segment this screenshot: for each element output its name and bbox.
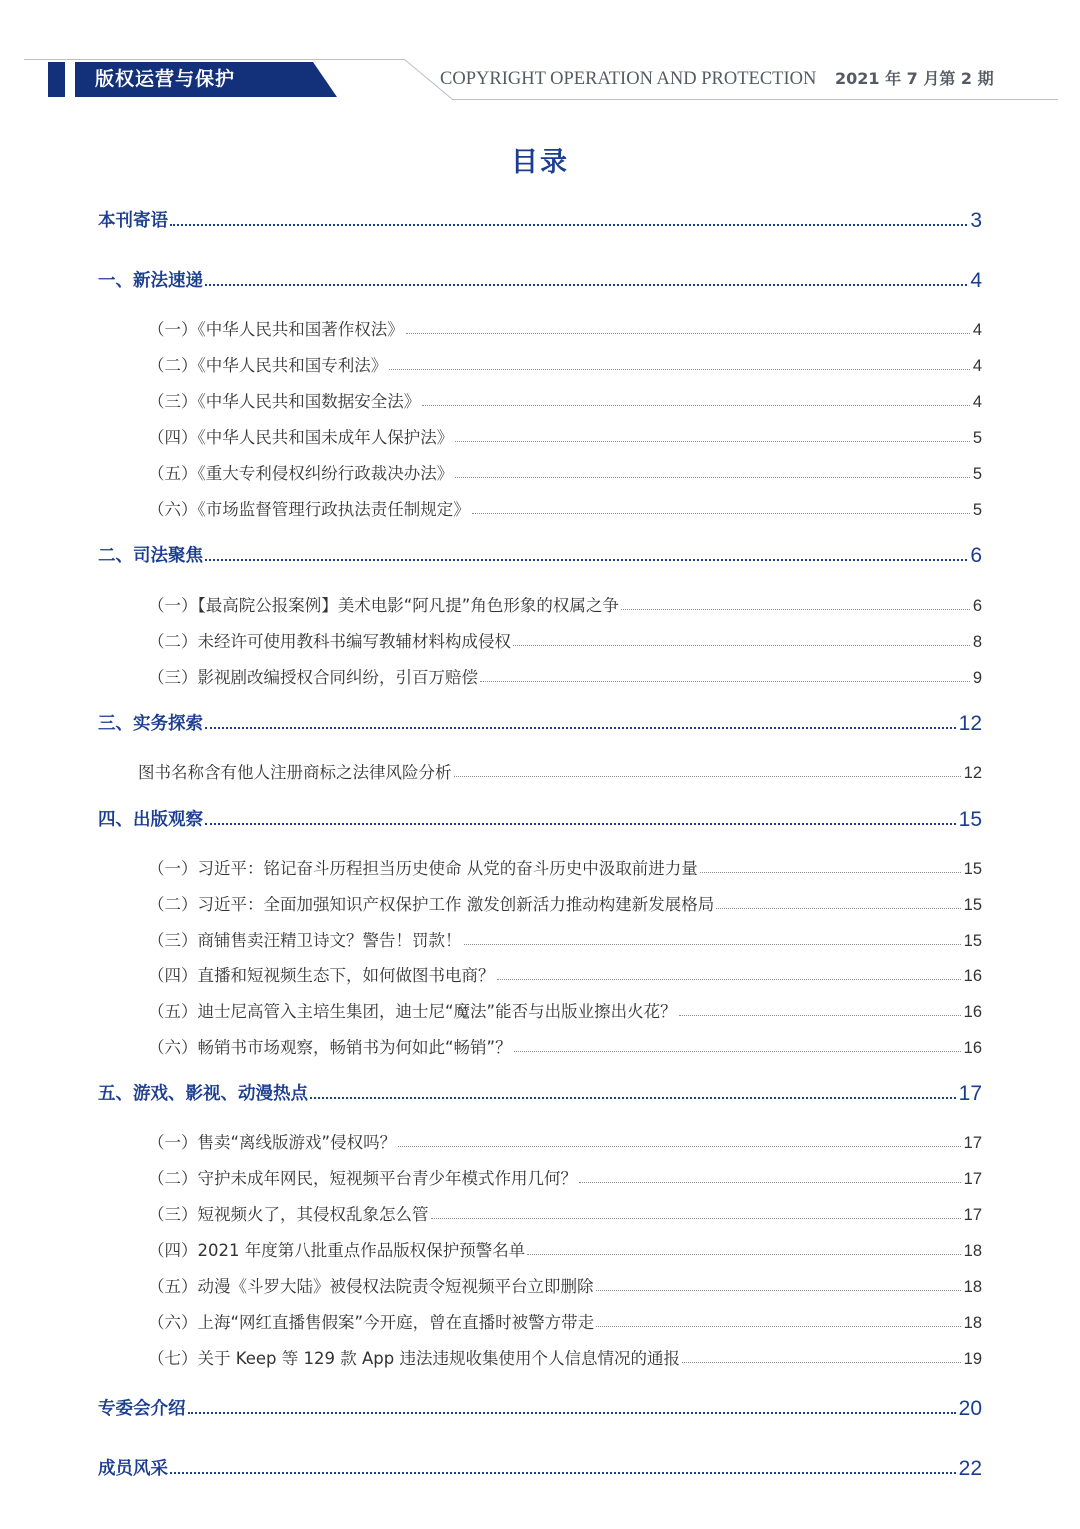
toc-section-title: 成员风采 <box>98 1459 168 1479</box>
dot-leader <box>513 645 970 646</box>
issue-label: 2021 年 7 月第 2 期 <box>834 69 994 88</box>
dot-leader <box>406 333 970 334</box>
toc-item-page: 5 <box>972 501 982 519</box>
toc-item-page: 12 <box>963 764 982 782</box>
dot-leader <box>205 727 956 729</box>
dot-leader <box>422 405 970 406</box>
page-title: 目录 <box>511 147 569 178</box>
toc-item[interactable] <box>148 628 982 652</box>
toc-item-title: （四）直播和短视频生态下，如何做图书电商？ <box>148 966 495 985</box>
banner-title: 版权运营与保护 <box>95 68 236 90</box>
toc-section-page: 15 <box>958 808 982 831</box>
toc-item-title: （三）《中华人民共和国数据安全法》 <box>148 392 421 411</box>
toc-item[interactable] <box>148 316 982 340</box>
toc-section-title: 二、司法聚焦 <box>98 546 203 566</box>
toc-section-title: 四、出版观察 <box>98 810 203 830</box>
dot-leader <box>480 681 970 682</box>
toc-item-title: （一）习近平：铭记奋斗历程担当历史使命 从党的奋斗历史中汲取前进力量 <box>148 859 698 878</box>
toc-item-page: 15 <box>963 896 982 914</box>
toc-item[interactable] <box>148 496 982 520</box>
toc-section-page: 22 <box>958 1457 982 1480</box>
toc-section-title: 三、实务探索 <box>98 714 203 734</box>
dot-leader <box>527 1254 960 1255</box>
toc-section[interactable] <box>98 1079 982 1105</box>
dot-leader <box>455 441 970 442</box>
toc-item[interactable] <box>148 388 982 412</box>
toc-section-page: 6 <box>970 544 982 567</box>
dot-leader <box>700 872 961 873</box>
dot-leader <box>431 1218 961 1219</box>
dot-leader <box>170 1472 956 1474</box>
header-right <box>440 66 1040 90</box>
toc-item-title: （七）关于 Keep 等 129 款 App 违法违规收集使用个人信息情况的通报 <box>148 1349 680 1368</box>
dot-leader <box>472 513 970 514</box>
toc-item[interactable] <box>138 759 982 783</box>
header-rule-right <box>452 99 1058 100</box>
toc-item[interactable] <box>148 1165 982 1189</box>
dot-leader <box>455 477 970 478</box>
dot-leader <box>170 224 967 226</box>
toc-item[interactable] <box>148 927 982 951</box>
toc-section-title: 专委会介绍 <box>98 1399 186 1419</box>
toc-section[interactable] <box>98 1394 982 1420</box>
toc-section-page: 17 <box>958 1082 982 1105</box>
toc-section[interactable] <box>98 266 982 292</box>
toc-item-page: 17 <box>963 1134 982 1152</box>
toc-item-page: 5 <box>972 465 982 483</box>
toc-item-page: 16 <box>963 1003 982 1021</box>
toc-item-title: （四）2021 年度第八批重点作品版权保护预警名单 <box>148 1241 526 1260</box>
toc-item[interactable] <box>148 1201 982 1225</box>
toc-item-page: 8 <box>972 633 982 651</box>
toc-item[interactable] <box>148 855 982 879</box>
toc-item-title: （三）商铺售卖汪精卫诗文？警告！罚款！ <box>148 931 462 950</box>
toc-item[interactable] <box>148 1034 982 1058</box>
dot-leader <box>716 908 960 909</box>
toc-item-title: （二）未经许可使用教科书编写教辅材料构成侵权 <box>148 632 511 651</box>
toc-section-page: 12 <box>958 712 982 735</box>
dot-leader <box>205 284 967 286</box>
toc-item-page: 6 <box>972 597 982 615</box>
toc-item[interactable] <box>148 664 982 688</box>
dot-leader <box>596 1290 961 1291</box>
toc-item-title: （四）《中华人民共和国未成年人保护法》 <box>148 428 454 447</box>
toc-section-page: 4 <box>970 269 982 292</box>
toc-item-page: 17 <box>963 1206 982 1224</box>
toc-section-title: 一、新法速递 <box>98 271 203 291</box>
english-title: COPYRIGHT OPERATION AND PROTECTION <box>440 69 817 89</box>
toc-item[interactable] <box>148 352 982 376</box>
dot-leader <box>310 1097 956 1099</box>
toc-item-page: 16 <box>963 967 982 985</box>
toc-item-title: （一）【最高院公报案例】美术电影“阿凡提”角色形象的权属之争 <box>148 596 619 615</box>
dot-leader <box>682 1362 961 1363</box>
dot-leader <box>188 1412 956 1414</box>
toc-item-title: （三）影视剧改编授权合同纠纷，引百万赔偿 <box>148 668 478 687</box>
toc-item[interactable] <box>148 1309 982 1333</box>
toc-section[interactable] <box>98 1454 982 1480</box>
dot-leader <box>398 1146 961 1147</box>
toc-item-page: 18 <box>963 1242 982 1260</box>
toc-item-page: 4 <box>972 393 982 411</box>
toc-item-title: （三）短视频火了，其侵权乱象怎么管 <box>148 1205 429 1224</box>
toc-item[interactable] <box>148 1129 982 1153</box>
toc-section-title: 本刊寄语 <box>98 211 168 231</box>
toc-item-page: 9 <box>972 669 982 687</box>
dot-leader <box>464 944 961 945</box>
toc-item-page: 17 <box>963 1170 982 1188</box>
toc-item-title: （六）《市场监督管理行政执法责任制规定》 <box>148 500 470 519</box>
toc-item-title: （二）守护未成年网民，短视频平台青少年模式作用几何？ <box>148 1169 577 1188</box>
toc-item-page: 18 <box>963 1278 982 1296</box>
toc-section-page: 3 <box>970 209 982 232</box>
toc-item-page: 16 <box>963 1039 982 1057</box>
toc-section[interactable] <box>98 805 982 831</box>
toc-item-page: 4 <box>972 321 982 339</box>
toc-item-title: （五）动漫《斗罗大陆》被侵权法院责令短视频平台立即删除 <box>148 1277 594 1296</box>
toc-item-title: （五）迪士尼高管入主培生集团，迪士尼“魔法”能否与出版业擦出火花？ <box>148 1002 677 1021</box>
toc-section[interactable] <box>98 709 982 735</box>
dot-leader <box>205 559 967 561</box>
toc-item-title: （二）习近平：全面加强知识产权保护工作 激发创新活力推动构建新发展格局 <box>148 895 715 914</box>
toc-item-title: （五）《重大专利侵权纠纷行政裁决办法》 <box>148 464 454 483</box>
toc-item-page: 15 <box>963 932 982 950</box>
toc-item-page: 5 <box>972 429 982 447</box>
toc-item-page: 18 <box>963 1314 982 1332</box>
toc-item[interactable] <box>148 424 982 448</box>
toc-item[interactable] <box>148 962 982 986</box>
toc-item-title: （一）《中华人民共和国著作权法》 <box>148 320 404 339</box>
toc-item[interactable] <box>148 1273 982 1297</box>
toc-item-title: （二）《中华人民共和国专利法》 <box>148 356 388 375</box>
toc-item-title: （一）售卖“离线版游戏”侵权吗？ <box>148 1133 397 1152</box>
dot-leader <box>596 1326 961 1327</box>
toc-section-title: 五、游戏、影视、动漫热点 <box>98 1084 308 1104</box>
dot-leader <box>679 1015 961 1016</box>
dot-leader <box>579 1182 961 1183</box>
toc-item[interactable] <box>148 460 982 484</box>
toc-item[interactable] <box>148 592 982 616</box>
dot-leader <box>497 979 961 980</box>
toc-section[interactable] <box>98 206 982 232</box>
toc-item[interactable] <box>148 1237 982 1261</box>
dot-leader <box>514 1051 961 1052</box>
toc-item-page: 19 <box>963 1350 982 1368</box>
dot-leader <box>454 776 961 777</box>
toc-item-page: 4 <box>972 357 982 375</box>
toc-item[interactable] <box>148 998 982 1022</box>
toc-item-page: 15 <box>963 860 982 878</box>
toc-section[interactable] <box>98 541 982 567</box>
toc-section-page: 20 <box>958 1397 982 1420</box>
dot-leader <box>205 823 956 825</box>
dot-leader <box>621 609 970 610</box>
header-accent-block <box>48 62 65 97</box>
toc-item-title: （六）上海“网红直播售假案”今开庭，曾在直播时被警方带走 <box>148 1313 595 1332</box>
dot-leader <box>389 369 970 370</box>
toc-item-title: （六）畅销书市场观察，畅销书为何如此“畅销”？ <box>148 1038 512 1057</box>
toc-item[interactable] <box>148 1345 982 1369</box>
toc-item[interactable] <box>148 891 982 915</box>
toc-item-title: 图书名称含有他人注册商标之法律风险分析 <box>138 763 452 782</box>
